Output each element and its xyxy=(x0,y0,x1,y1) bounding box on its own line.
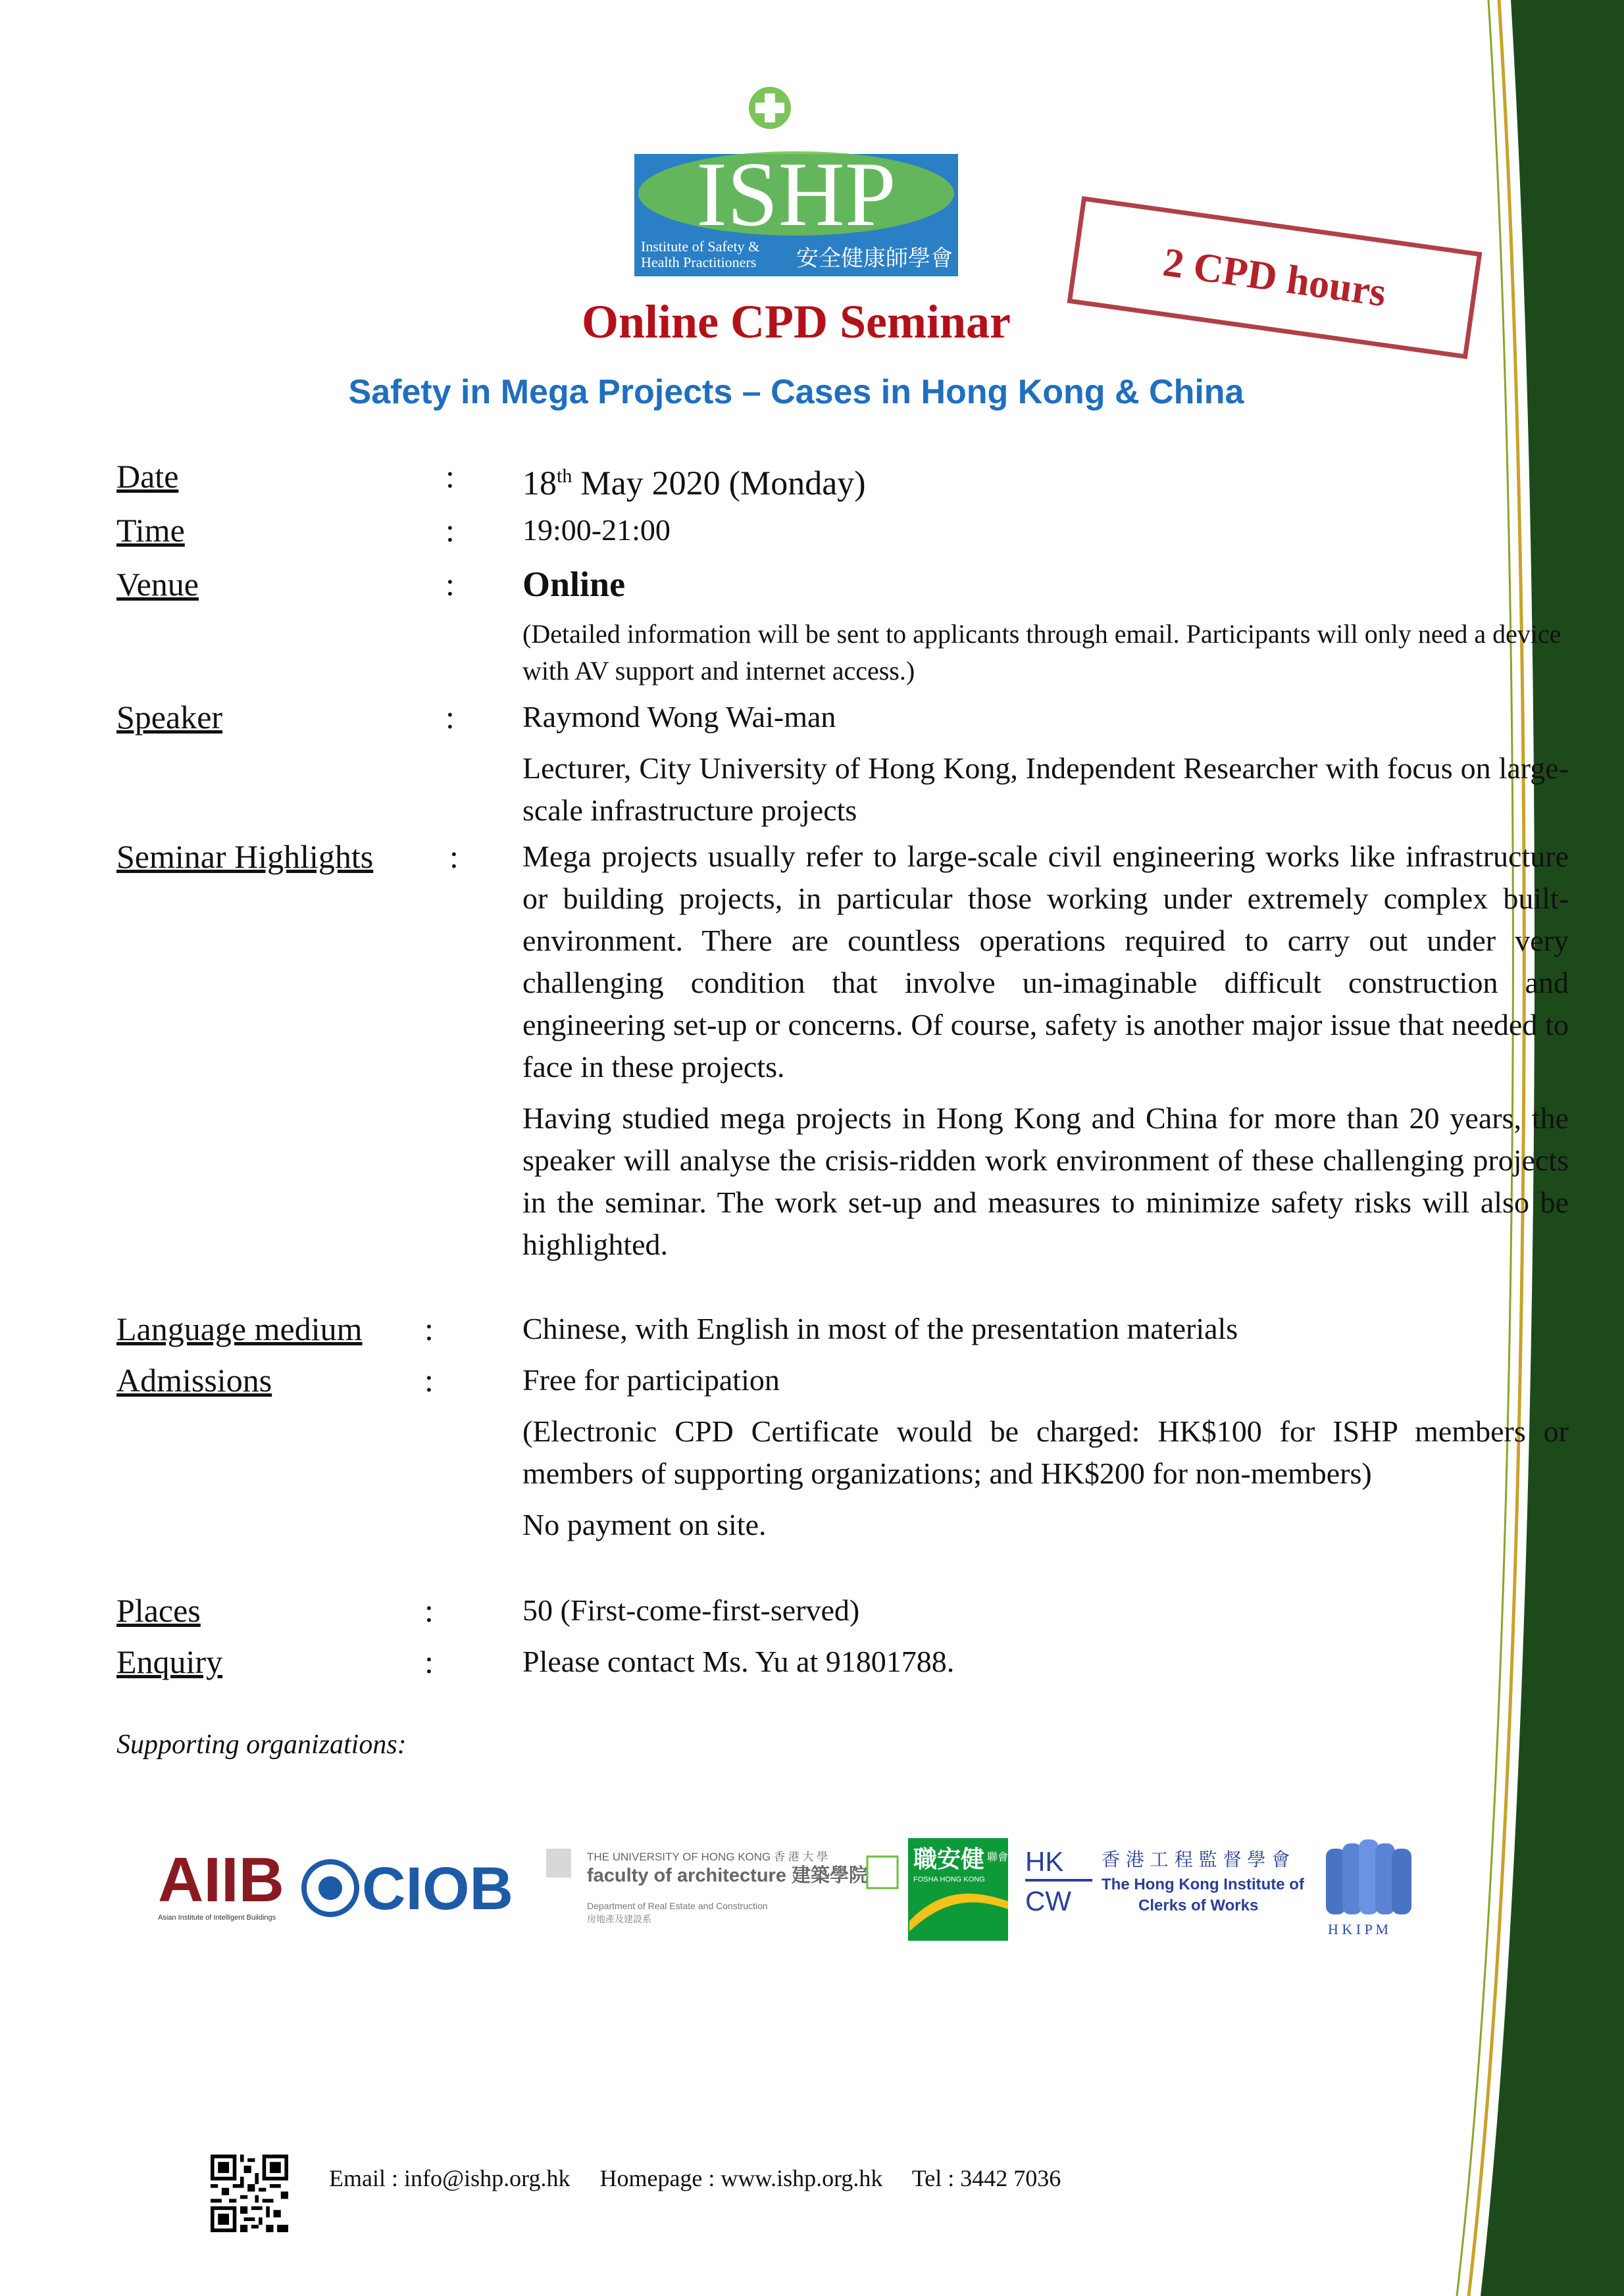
cpd-hours-text: 2 CPD hours xyxy=(1160,239,1389,315)
svg-text:職安健: 職安健 xyxy=(913,1846,985,1873)
svg-text:Clerks of Works: Clerks of Works xyxy=(1138,1897,1259,1914)
svg-text:CW: CW xyxy=(1025,1885,1071,1916)
footer-homepage[interactable]: Homepage : www.ishp.org.hk xyxy=(599,2165,883,2191)
logo-org-line1: Institute of Safety & xyxy=(641,238,760,255)
language-label: Language medium xyxy=(116,1310,363,1347)
highlights-paragraph-1: Mega projects usually refer to large-scale civil engineering works like infrastructure or building projects, in particular those working under extremely complex built-environment. There are countless operations required to carry out under very challenging condition that involve un-imaginable difficult construction and engineering set-up or concerns. Of course, safety is another major issue that needed to face in these projects. xyxy=(522,839,1569,1084)
colon: : xyxy=(424,1310,434,1347)
svg-text:HK: HK xyxy=(1025,1846,1064,1877)
speaker-label: Speaker xyxy=(116,699,223,736)
svg-text:Department of Real Estate and: Department of Real Estate and Construction xyxy=(587,1901,768,1911)
colon: : xyxy=(449,838,459,875)
svg-text:房地產及建設系: 房地產及建設系 xyxy=(587,1914,651,1924)
speaker-bio: Lecturer, City University of Hong Kong, Independent Researcher with focus on large-scale infrastructure projects xyxy=(522,751,1569,827)
time-label: Time xyxy=(116,512,185,549)
svg-text:The Hong Kong Institute of: The Hong Kong Institute of xyxy=(1102,1876,1304,1893)
svg-text:H K I P M: H K I P M xyxy=(1328,1921,1389,1937)
svg-text:聯會: 聯會 xyxy=(987,1851,1009,1863)
hkicw-logo xyxy=(1025,1846,1305,1916)
colon: : xyxy=(424,1643,434,1680)
svg-text:香 港 工 程 監 督 學 會: 香 港 工 程 監 督 學 會 xyxy=(1102,1849,1290,1870)
hkipm-logo xyxy=(1326,1839,1411,1937)
places-label: Places xyxy=(116,1592,201,1629)
admissions-certificate-fee: (Electronic CPD Certificate would be charged: HK$100 for ISHP members or members of supporting organizations; and HK$200 for non-members) xyxy=(522,1414,1569,1490)
places-value: 50 (First-come-first-served) xyxy=(522,1593,860,1627)
colon: : xyxy=(445,458,455,495)
footer-tel: Tel : 3442 7036 xyxy=(911,2165,1061,2191)
aiib-logo xyxy=(158,1845,284,1922)
logo-text: ISHP xyxy=(696,143,896,245)
supporting-logos xyxy=(158,1829,1448,1947)
svg-text:THE UNIVERSITY OF HONG KONG 香: THE UNIVERSITY OF HONG KONG 香 港 大 學 xyxy=(587,1851,828,1863)
enquiry-label: Enquiry xyxy=(116,1643,223,1680)
highlights-paragraph-2: Having studied mega projects in Hong Kong and China for more than 20 years, the speaker will analyse the crisis-ridden work environment of these challenging projects in the seminar. The work set-up and measures to minimize safety risks will also be highlighted. xyxy=(522,1101,1569,1261)
svg-text:AIIB: AIIB xyxy=(158,1845,284,1915)
highlights-label: Seminar Highlights xyxy=(116,838,374,875)
date-value: 18th May 2020 (Monday) xyxy=(522,464,866,503)
footer-email[interactable]: Email : info@ishp.org.hk xyxy=(329,2165,571,2191)
colon: : xyxy=(424,1362,434,1399)
venue-note: (Detailed information will be sent to applicants through email. Participants will only need a device with AV support and internet access.) xyxy=(522,619,1561,686)
svg-text:FOSHA HONG KONG: FOSHA HONG KONG xyxy=(913,1876,985,1884)
enquiry-value: Please contact Ms. Yu at 91801788. xyxy=(522,1645,955,1678)
ciob-logo xyxy=(304,1855,513,1922)
admissions-label: Admissions xyxy=(116,1362,272,1399)
speaker-value xyxy=(522,696,1569,841)
colon: : xyxy=(445,699,455,736)
ishp-logo xyxy=(632,86,961,283)
admissions-free: Free for participation xyxy=(522,1363,780,1397)
logo-org-zh: 安全健康師學會 xyxy=(796,245,953,272)
hku-faculty-logo xyxy=(546,1849,898,1924)
date-label: Date xyxy=(116,458,179,495)
venue-value xyxy=(522,563,1569,689)
colon: : xyxy=(445,512,455,549)
admissions-no-payment: No payment on site. xyxy=(522,1508,767,1541)
qr-code-icon xyxy=(211,2155,288,2232)
seminar-subtitle: Safety in Mega Projects – Cases in Hong Kong & China xyxy=(348,373,1244,411)
svg-text:Asian Institute of Intelligent: Asian Institute of Intelligent Buildings xyxy=(158,1914,276,1922)
venue-label: Venue xyxy=(116,566,199,603)
contact-footer xyxy=(329,2164,1084,2192)
colon: : xyxy=(445,566,455,603)
language-value: Chinese, with English in most of the presentation materials xyxy=(522,1312,1238,1345)
fosha-logo xyxy=(908,1838,1008,1941)
speaker-name: Raymond Wong Wai-man xyxy=(522,700,836,734)
svg-text:CIOB: CIOB xyxy=(362,1855,513,1922)
time-value: 19:00-21:00 xyxy=(522,513,671,547)
page-title: Online CPD Seminar xyxy=(581,295,1011,348)
supporting-organizations-label: Supporting organizations: xyxy=(116,1730,407,1760)
logo-org-line2: Health Practitioners xyxy=(641,254,757,270)
colon: : xyxy=(424,1592,434,1629)
svg-text:faculty of architecture 建築學院: faculty of architecture 建築學院 xyxy=(587,1865,869,1886)
admissions-value xyxy=(522,1359,1569,1555)
highlights-value xyxy=(522,836,1569,1275)
venue-online: Online xyxy=(522,564,626,604)
